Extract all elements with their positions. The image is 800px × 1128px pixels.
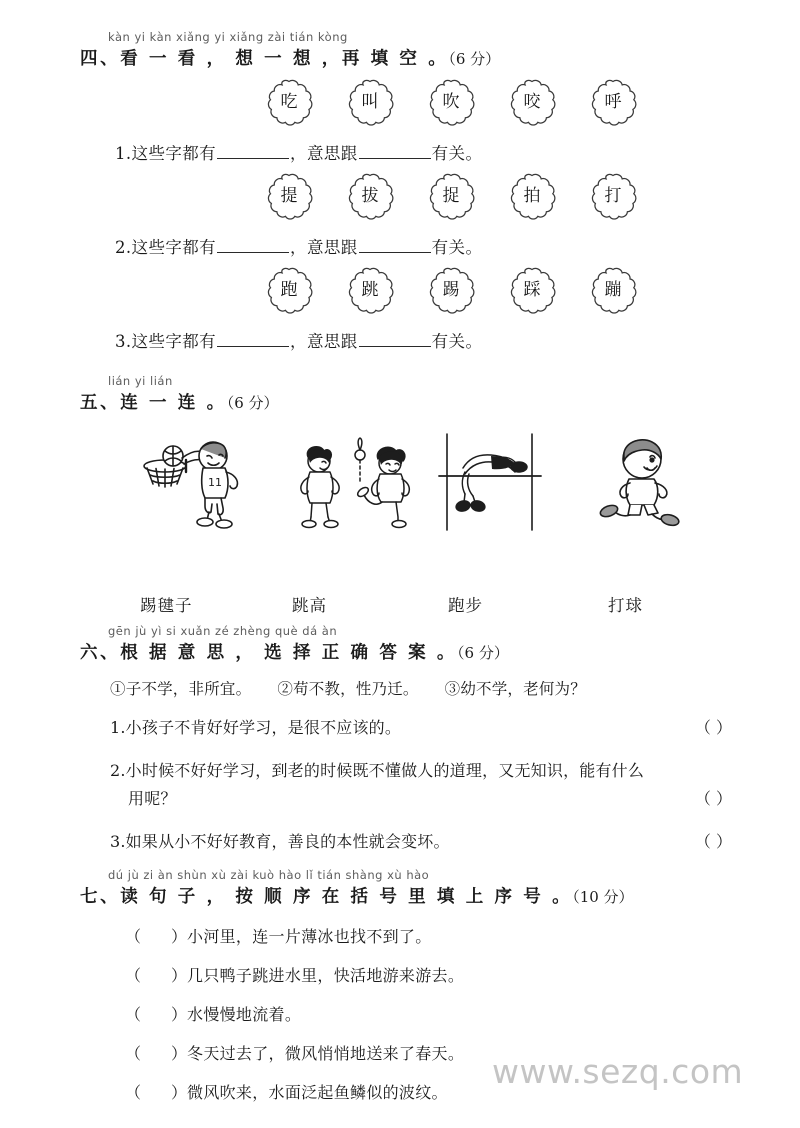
- section-seven-pinyin: dú jù zi àn shùn xù zài kuò hào lǐ tián shàng xù hào: [108, 868, 430, 882]
- answer-blank[interactable]: [359, 331, 431, 347]
- bubble-character: 吹: [442, 91, 460, 112]
- running-boy-illustration: [592, 435, 692, 531]
- answer-blank[interactable]: [217, 143, 289, 159]
- bubble-character: 拍: [523, 185, 541, 206]
- bubble-character: 踩: [523, 279, 541, 300]
- character-bubble: [589, 78, 637, 126]
- sequence-parenthesis[interactable]: （ ）: [125, 1083, 188, 1102]
- shuttlecock-kicking-illustration: [290, 437, 415, 533]
- question-suffix: 有关。: [431, 332, 483, 351]
- answer-option-3[interactable]: ③幼不学，老何为？: [444, 680, 586, 698]
- section-five-title-text: 五、连 一 连 。: [80, 393, 227, 413]
- word-label-4[interactable]: 打球: [608, 596, 643, 615]
- answer-parenthesis[interactable]: （ ）: [694, 718, 732, 737]
- meaning-question-3: [110, 828, 740, 856]
- bubble-character: 打: [604, 185, 622, 206]
- sequence-sentence: 小河里，连一片薄冰也找不到了。: [187, 927, 432, 946]
- character-bubble: [508, 266, 556, 314]
- question-text: 3.如果从小不好好教育，善良的本性就会变坏。: [110, 832, 450, 851]
- sequence-sentence: 水慢慢地流着。: [187, 1005, 302, 1024]
- section-five-heading: [80, 374, 740, 414]
- question-middle: ，意思跟: [290, 238, 358, 257]
- high-jump-illustration: [435, 432, 545, 536]
- bubble-row-2: [265, 172, 740, 220]
- section-seven-score: （10 分）: [572, 888, 634, 906]
- bubble-row-3: [265, 266, 740, 314]
- section-six-heading: [80, 624, 740, 664]
- character-bubble: [508, 172, 556, 220]
- site-watermark: www.sezq.com: [492, 1052, 744, 1091]
- bubble-character: 咬: [523, 91, 541, 112]
- section-six-title: [80, 639, 740, 664]
- meaning-question-2: [110, 757, 740, 813]
- character-bubble: [265, 266, 313, 314]
- question-middle: ，意思跟: [290, 332, 358, 351]
- bubble-character: 吃: [280, 91, 298, 112]
- answer-options-row: [110, 677, 740, 699]
- section-four-title: [80, 45, 740, 70]
- bubble-character: 呼: [604, 91, 622, 112]
- sequence-item-1: [125, 924, 740, 947]
- question-prefix: 1.这些字都有: [115, 144, 217, 163]
- word-label-3[interactable]: 跑步: [448, 596, 483, 615]
- character-bubble: [346, 266, 394, 314]
- bubble-character: 踢: [442, 279, 460, 300]
- sequence-item-2: [125, 963, 740, 986]
- character-bubble: [346, 78, 394, 126]
- section-five-pinyin: lián yi lián: [108, 374, 173, 388]
- bubble-character: 跑: [280, 279, 298, 300]
- question-text-continued: 用呢？: [128, 789, 177, 808]
- bubble-row-1: [265, 78, 740, 126]
- bubble-character: 蹦: [604, 279, 622, 300]
- sequence-item-3: [125, 1002, 740, 1025]
- question-suffix: 有关。: [431, 238, 483, 257]
- question-prefix: 2.这些字都有: [115, 238, 217, 257]
- section-five-title: [80, 389, 740, 414]
- question-suffix: 有关。: [431, 144, 483, 163]
- section-six-score: （6 分）: [457, 644, 509, 662]
- character-bubble: [346, 172, 394, 220]
- character-bubble: [589, 266, 637, 314]
- section-four-heading: [80, 30, 740, 70]
- bubble-character: 捉: [442, 185, 460, 206]
- bubble-character: 叫: [361, 91, 379, 112]
- bubble-character: 跳: [361, 279, 379, 300]
- answer-parenthesis[interactable]: （ ）: [694, 789, 732, 808]
- character-bubble: [427, 266, 475, 314]
- section-seven-title: [80, 883, 740, 908]
- character-bubble: [265, 172, 313, 220]
- answer-parenthesis[interactable]: （ ）: [694, 832, 732, 851]
- question-middle: ，意思跟: [290, 144, 358, 163]
- fill-in-question-1: [115, 140, 740, 164]
- illustration-row: [80, 432, 740, 552]
- answer-option-2[interactable]: ②苟不教，性乃迁。: [277, 680, 419, 698]
- answer-option-1[interactable]: ①子不学，非所宜。: [110, 680, 252, 698]
- section-six-title-text: 六、根 据 意 思 ， 选 择 正 确 答 案 。: [80, 643, 458, 663]
- character-bubble: [427, 172, 475, 220]
- section-four-title-text: 四、看 一 看 ， 想 一 想 ，再 填 空 。: [80, 49, 449, 69]
- question-text: 2.小时候不好好学习，到老的时候既不懂做人的道理，又无知识，能有什么: [110, 761, 645, 780]
- sequence-parenthesis[interactable]: （ ）: [125, 1044, 188, 1063]
- question-text: 1.小孩子不肯好好学习，是很不应该的。: [110, 718, 402, 737]
- fill-in-question-2: [115, 234, 740, 258]
- sequence-parenthesis[interactable]: （ ）: [125, 927, 188, 946]
- answer-blank[interactable]: [217, 237, 289, 253]
- sequence-sentence: 微风吹来，水面泛起鱼鳞似的波纹。: [187, 1083, 448, 1102]
- section-four-pinyin: kàn yi kàn xiǎng yi xiǎng zài tián kòng: [108, 30, 348, 44]
- section-seven-heading: [80, 868, 740, 908]
- character-bubble: [508, 78, 556, 126]
- section-six-pinyin: gēn jù yì si xuǎn zé zhèng què dá àn: [108, 624, 338, 638]
- answer-blank[interactable]: [359, 143, 431, 159]
- sequence-sentence: 几只鸭子跳进水里，快活地游来游去。: [187, 966, 465, 985]
- basketball-dunk-illustration: [135, 434, 245, 533]
- sequence-parenthesis[interactable]: （ ）: [125, 966, 188, 985]
- section-seven-title-text: 七、读 句 子 ， 按 顺 序 在 括 号 里 填 上 序 号 。: [80, 887, 573, 907]
- fill-in-question-3: [115, 328, 740, 352]
- word-label-row: [80, 592, 740, 618]
- answer-blank[interactable]: [359, 237, 431, 253]
- section-five-score: （6 分）: [226, 394, 279, 412]
- section-four-score: （6 分）: [448, 50, 501, 68]
- bubble-character: 提: [280, 185, 298, 206]
- word-label-2[interactable]: 跳高: [292, 596, 327, 615]
- character-bubble: [589, 172, 637, 220]
- sequence-sentence: 冬天过去了，微风悄悄地送来了春天。: [187, 1044, 465, 1063]
- word-label-1[interactable]: 踢毽子: [140, 596, 193, 615]
- character-bubble: [265, 78, 313, 126]
- question-prefix: 3.这些字都有: [115, 332, 217, 351]
- sequence-parenthesis[interactable]: （ ）: [125, 1005, 188, 1024]
- answer-blank[interactable]: [217, 331, 289, 347]
- meaning-question-1: [110, 714, 740, 742]
- bubble-character: 拔: [361, 185, 379, 206]
- character-bubble: [427, 78, 475, 126]
- svg-text:11: 11: [208, 476, 222, 489]
